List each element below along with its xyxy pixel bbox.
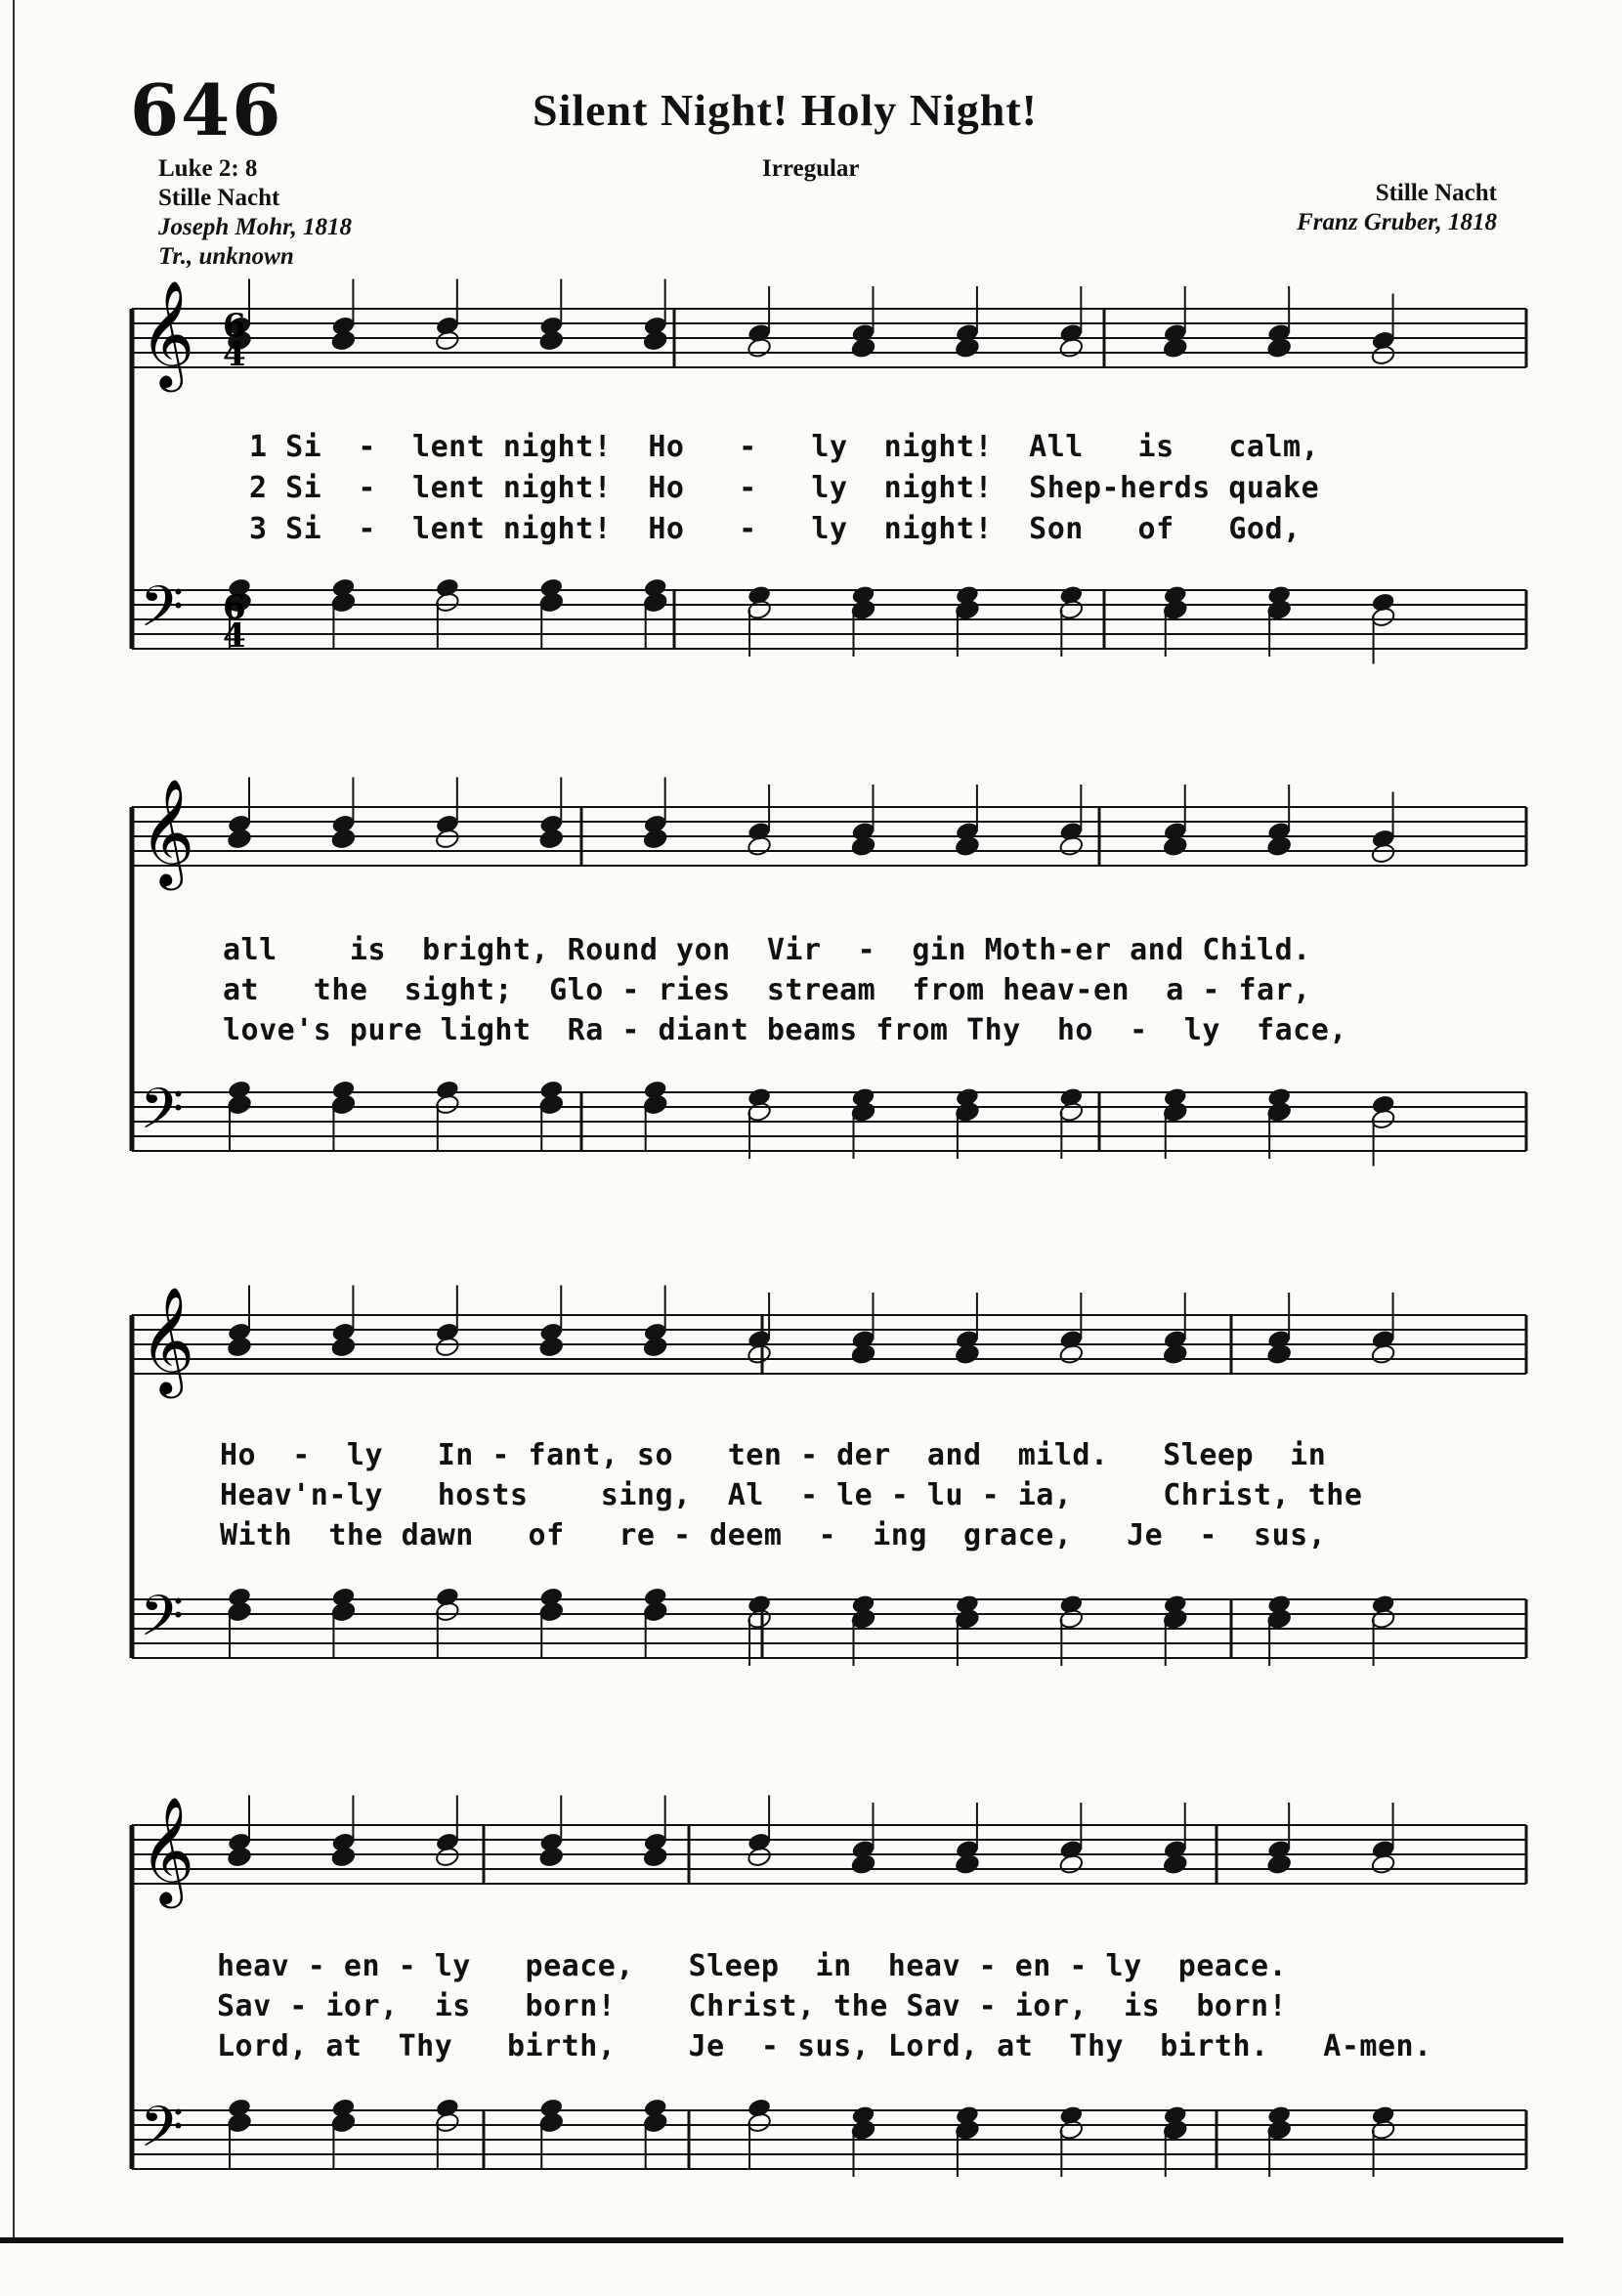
- lyric-line: love's pure light Ra - diant beams from Thy ho - ly face,: [223, 1013, 1347, 1047]
- treble-clef-icon: 𝄞: [140, 280, 195, 388]
- time-signature-bottom: 4: [223, 335, 246, 374]
- note-head: [538, 1336, 564, 1358]
- note-head: [435, 1336, 460, 1358]
- note-head: [955, 1853, 980, 1876]
- note-head: [643, 828, 668, 850]
- note-head: [1371, 842, 1396, 865]
- note-head: [747, 1846, 772, 1868]
- time-signature-top: 6: [223, 588, 246, 627]
- lyric-line: at the sight; Glo - ries stream from heav-en a - far,: [223, 973, 1311, 1007]
- note-head: [1058, 1343, 1084, 1366]
- note-head: [1371, 1853, 1396, 1876]
- note-head: [330, 329, 356, 352]
- note-head: [330, 828, 356, 850]
- note-head: [435, 1846, 460, 1868]
- lyric-line: 3 Si - lent night! Ho - ly night! Son of God,: [249, 512, 1302, 546]
- note-head: [955, 337, 980, 360]
- treble-clef-icon: 𝄞: [140, 1797, 195, 1904]
- bass-clef-icon: 𝄢: [140, 1076, 185, 1156]
- note-head: [643, 1336, 668, 1358]
- bass-clef-icon: 𝄢: [140, 2094, 185, 2174]
- lyric-line: With the dawn of re - deem - ing grace, Je - sus,: [220, 1518, 1327, 1552]
- lyric-line: Ho - ly In - fant, so ten - der and mild. Sleep in: [220, 1438, 1327, 1472]
- note-head: [538, 828, 564, 850]
- note-head: [1058, 337, 1084, 360]
- note-head: [643, 1846, 668, 1868]
- page-bottom-rule: [0, 2237, 1563, 2243]
- note-head: [850, 1343, 875, 1366]
- treble-clef-icon: 𝄞: [140, 779, 195, 886]
- hymn-number: 646: [130, 68, 283, 151]
- note-head: [1058, 1853, 1084, 1876]
- note-head: [330, 1846, 356, 1868]
- time-signature-bottom: 4: [223, 617, 246, 656]
- note-head: [1371, 344, 1396, 366]
- note-head: [747, 337, 772, 360]
- note-head: [747, 835, 772, 858]
- note-head: [538, 329, 564, 352]
- bass-clef-icon: 𝄢: [140, 574, 185, 654]
- note-head: [643, 329, 668, 352]
- scripture-reference: Luke 2: 8: [158, 155, 258, 182]
- note-head: [1163, 1853, 1188, 1876]
- note-head: [1371, 1343, 1396, 1366]
- lyric-line: Sav - ior, is born! Christ, the Sav - ior, is born!: [217, 1989, 1288, 2023]
- lyric-line: all is bright, Round yon Vir - gin Moth-er and Child.: [223, 933, 1311, 967]
- author: Joseph Mohr, 1818: [158, 214, 352, 240]
- note-head: [1058, 835, 1084, 858]
- text-tune-name: Stille Nacht: [158, 185, 280, 211]
- note-head: [435, 329, 460, 352]
- note-head: [227, 1336, 252, 1358]
- treble-clef-icon: 𝄞: [140, 1287, 195, 1394]
- note-head: [955, 835, 980, 858]
- translator: Tr., unknown: [158, 243, 294, 270]
- note-head: [1266, 1343, 1292, 1366]
- note-head: [227, 828, 252, 850]
- note-head: [747, 1343, 772, 1366]
- note-head: [1266, 1853, 1292, 1876]
- note-head: [1163, 1343, 1188, 1366]
- note-head: [1163, 337, 1188, 360]
- time-signature-top: 6: [223, 307, 246, 346]
- note-head: [538, 1846, 564, 1868]
- tune-name: Stille Nacht: [1375, 180, 1497, 206]
- note-head: [850, 337, 875, 360]
- lyric-line: 2 Si - lent night! Ho - ly night! Shep-herds quake: [249, 471, 1320, 505]
- note-head: [850, 1853, 875, 1876]
- lyric-line: Lord, at Thy birth, Je - sus, Lord, at Thy birth. A-men.: [217, 2029, 1432, 2063]
- hymn-title: Silent Night! Holy Night!: [533, 85, 1038, 135]
- lyric-line: Heav'n-ly hosts sing, Al - le - lu - ia, Christ, the: [220, 1478, 1363, 1512]
- note-head: [955, 1343, 980, 1366]
- note-head: [850, 835, 875, 858]
- lyric-line: heav - en - ly peace, Sleep in heav - en - ly peace.: [217, 1949, 1288, 1983]
- note-head: [1266, 835, 1292, 858]
- note-head: [330, 1336, 356, 1358]
- bass-clef-icon: 𝄢: [140, 1583, 185, 1663]
- note-head: [227, 1846, 252, 1868]
- note-head: [1266, 337, 1292, 360]
- lyric-line: 1 Si - lent night! Ho - ly night! All is calm,: [249, 430, 1320, 464]
- note-head: [435, 828, 460, 850]
- note-head: [1163, 835, 1188, 858]
- meter: Irregular: [762, 155, 860, 182]
- composer: Franz Gruber, 1818: [1297, 209, 1497, 235]
